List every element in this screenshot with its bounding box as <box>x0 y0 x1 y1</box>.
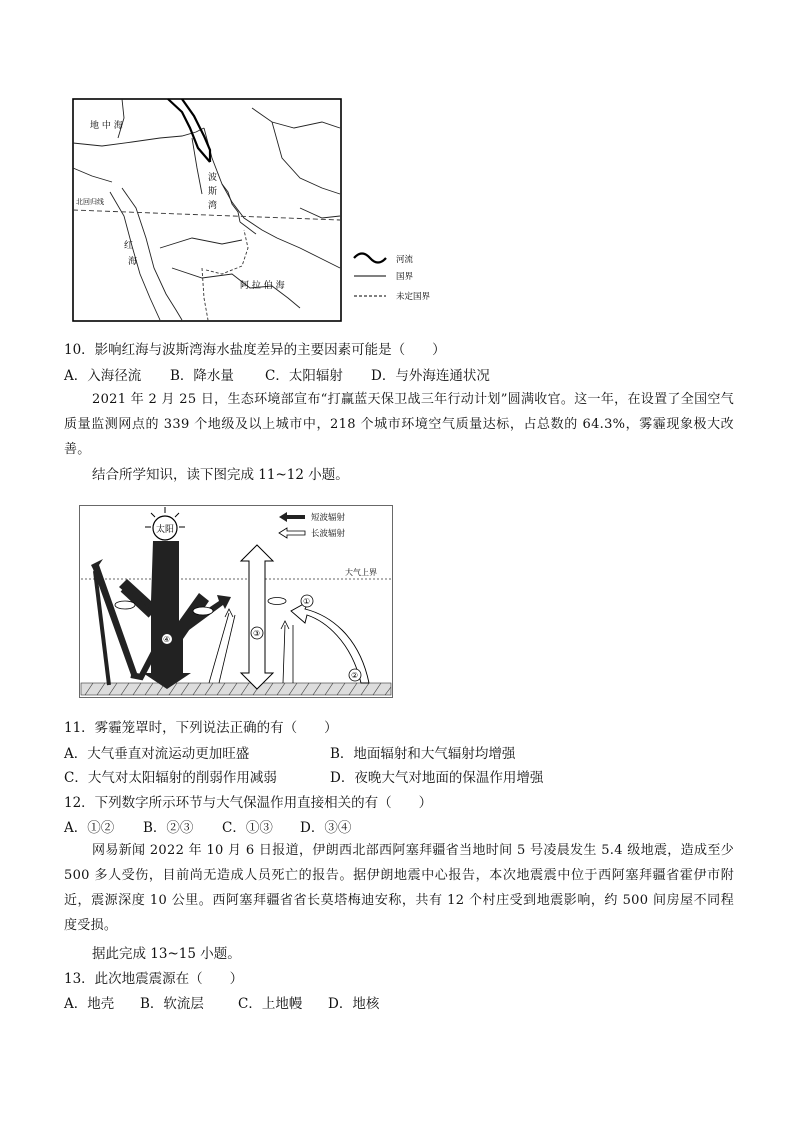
legend-longwave-label: 长波辐射 <box>311 529 346 539</box>
legend-river-symbol <box>354 254 386 263</box>
q13-option-b[interactable]: B．软流层 <box>140 996 204 1012</box>
label-tropic: 北回归线 <box>76 198 104 206</box>
q10-option-d[interactable]: D．与外海连通状况 <box>371 368 490 384</box>
label-persian-gulf-2: 斯 <box>208 187 218 197</box>
q10-option-a[interactable]: A．入海径流 <box>64 368 142 384</box>
q10-option-b[interactable]: B．降水量 <box>170 368 234 384</box>
legend-border-label: 国界 <box>396 272 414 282</box>
q10-stem: 10．影响红海与波斯湾海水盐度差异的主要因素可能是（ ） <box>64 342 446 358</box>
label-persian-gulf-1: 波 <box>208 173 218 183</box>
marker-3: ③ <box>253 629 261 638</box>
label-mediterranean: 地 中 海 <box>90 121 123 131</box>
q11-option-b[interactable]: B．地面辐射和大气辐射均增强 <box>330 746 516 762</box>
label-red-sea-2: 海 <box>128 257 138 267</box>
legend-river-label: 河流 <box>396 255 414 265</box>
legend-undetermined-label: 未定国界 <box>396 292 431 302</box>
marker-4: ④ <box>163 635 171 644</box>
q12-option-d[interactable]: D．③④ <box>300 820 352 836</box>
atmosphere-top-label: 大气上界 <box>345 568 377 577</box>
intro-11-12: 结合所学知识，读下图完成 11~12 小题。 <box>92 467 349 483</box>
marker-1: ① <box>303 597 311 606</box>
atmosphere-radiation-diagram <box>79 505 393 698</box>
q12-option-a[interactable]: A．①② <box>64 820 115 836</box>
q10-option-c[interactable]: C．太阳辐射 <box>265 368 343 384</box>
q13-option-d[interactable]: D．地核 <box>328 996 380 1012</box>
label-red-sea-1: 红 <box>124 241 134 251</box>
q12-stem: 12．下列数字所示环节与大气保温作用直接相关的有（ ） <box>64 795 433 811</box>
q11-option-a[interactable]: A．大气垂直对流运动更加旺盛 <box>64 746 250 762</box>
svg-text:太阳: 太阳 <box>156 525 175 535</box>
q11-stem: 11．雾霾笼罩时，下列说法正确的有（ ） <box>64 720 338 736</box>
middle-east-map <box>72 98 448 324</box>
passage-earthquake: 网易新闻 2022 年 10 月 6 日报道，伊朗西北部西阿塞拜疆省当地时间 5 号凌晨发生 5.4 级地震，造成至少 500 多人受伤，目前尚无造成人员死亡的报告。据伊朗地震中心报告，本次地震震中位于西阿塞拜疆省霍伊市附近，震源深度 10 公里。西阿塞拜疆省省长莫塔梅迪安称，共有 12 个村庄受到地震影响，约 500 间房屋不同程度受损。 <box>64 843 734 933</box>
legend-shortwave-label: 短波辐射 <box>311 513 346 523</box>
intro-13-15: 据此完成 13~15 小题。 <box>92 946 241 962</box>
q13-option-c[interactable]: C．上地幔 <box>238 996 303 1012</box>
q13-stem: 13．此次地震震源在（ ） <box>64 971 244 987</box>
q13-option-a[interactable]: A．地壳 <box>64 996 115 1012</box>
q11-option-d[interactable]: D．夜晚大气对地面的保温作用增强 <box>330 770 544 786</box>
marker-2: ② <box>351 671 359 680</box>
q11-option-c[interactable]: C．大气对太阳辐射的削弱作用减弱 <box>64 770 277 786</box>
label-persian-gulf-3: 湾 <box>208 201 218 211</box>
label-arabian-sea: 阿 拉 伯 海 <box>240 281 285 291</box>
passage-air-quality: 2021 年 2 月 25 日，生态环境部宣布“打赢蓝天保卫战三年行动计划”圆满收官。这一年，在设置了全国空气质量监测网点的 339 个地级及以上城市中，218 个城市环境空气质量达标，占总数的 64.3%，雾霾现象极大改善。 <box>64 392 734 457</box>
q12-option-c[interactable]: C．①③ <box>222 820 273 836</box>
q12-option-b[interactable]: B．②③ <box>143 820 194 836</box>
